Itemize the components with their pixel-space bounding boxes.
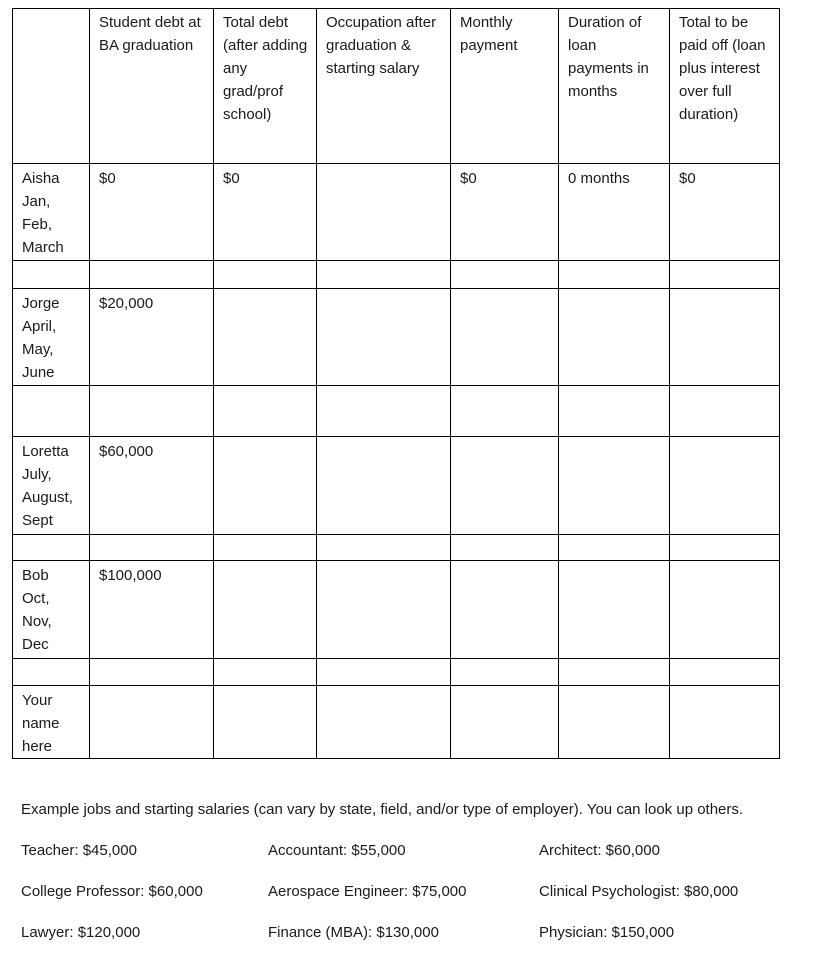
spacer-row <box>13 386 780 437</box>
spacer-cell <box>214 535 317 561</box>
monthly-payment-cell <box>451 561 559 659</box>
spacer-cell <box>90 261 214 289</box>
duration-cell <box>559 686 670 759</box>
spacer-cell <box>13 535 90 561</box>
student-row-jorge <box>13 289 780 386</box>
student-debt-cell: $0 <box>90 164 214 261</box>
spacer-cell <box>90 659 214 686</box>
total-debt-cell <box>214 289 317 386</box>
duration-cell <box>559 437 670 535</box>
monthly-payment-cell: $0 <box>451 164 559 261</box>
spacer-cell <box>317 535 451 561</box>
spacer-cell <box>451 535 559 561</box>
student-name-cell: Your name here <box>13 686 90 759</box>
job-salary-item: Architect: $60,000 <box>539 842 660 859</box>
job-salary-item: Clinical Psychologist: $80,000 <box>539 883 739 900</box>
student-debt-cell: $60,000 <box>90 437 214 535</box>
total-debt-cell: $0 <box>214 164 317 261</box>
spacer-cell <box>559 386 670 437</box>
spacer-cell <box>13 659 90 686</box>
spacer-cell <box>90 535 214 561</box>
header-row <box>13 9 780 164</box>
student-row-aisha <box>13 164 780 261</box>
header-monthly-payment: Monthly payment <box>451 9 559 164</box>
job-salary-item: Aerospace Engineer: $75,000 <box>268 883 467 900</box>
spacer-cell <box>670 386 780 437</box>
spacer-cell <box>451 659 559 686</box>
student-debt-cell: $100,000 <box>90 561 214 659</box>
spacer-cell <box>559 659 670 686</box>
total-debt-cell <box>214 561 317 659</box>
occupation-cell <box>317 561 451 659</box>
spacer-cell <box>214 386 317 437</box>
student-name-cell: Jorge April, May, June <box>13 289 90 386</box>
student-row-loretta <box>13 437 780 535</box>
job-salary-item: Physician: $150,000 <box>539 924 675 941</box>
total-paid-cell <box>670 561 780 659</box>
spacer-cell <box>317 386 451 437</box>
example-salaries-intro: Example jobs and starting salaries (can vary by state, field, and/or type of employer). You can look up others. <box>21 801 744 818</box>
spacer-cell <box>670 261 780 289</box>
spacer-cell <box>559 535 670 561</box>
spacer-cell <box>13 386 90 437</box>
duration-cell: 0 months <box>559 164 670 261</box>
student-debt-cell: $20,000 <box>90 289 214 386</box>
example-salaries-section <box>21 798 811 962</box>
spacer-row <box>13 659 780 686</box>
spacer-cell <box>451 386 559 437</box>
student-debt-cell <box>90 686 214 759</box>
occupation-cell <box>317 437 451 535</box>
duration-cell <box>559 561 670 659</box>
total-paid-cell: $0 <box>670 164 780 261</box>
total-debt-cell <box>214 686 317 759</box>
spacer-cell <box>317 659 451 686</box>
monthly-payment-cell <box>451 437 559 535</box>
duration-cell <box>559 289 670 386</box>
example-jobs-grid <box>21 839 811 962</box>
header-total-debt: Total debt (after adding any grad/prof school) <box>214 9 317 164</box>
spacer-row <box>13 535 780 561</box>
spacer-row <box>13 261 780 289</box>
monthly-payment-cell <box>451 289 559 386</box>
spacer-cell <box>214 659 317 686</box>
total-paid-cell <box>670 437 780 535</box>
total-debt-cell <box>214 437 317 535</box>
spacer-cell <box>670 535 780 561</box>
loan-worksheet-table <box>12 8 780 759</box>
student-name-cell: Loretta July, August, Sept <box>13 437 90 535</box>
job-salary-item: Lawyer: $120,000 <box>21 924 141 941</box>
spacer-cell <box>559 261 670 289</box>
header-occupation-salary: Occupation after graduation & starting salary <box>317 9 451 164</box>
job-salary-item: Accountant: $55,000 <box>268 842 406 859</box>
spacer-cell <box>317 261 451 289</box>
occupation-cell <box>317 686 451 759</box>
header-corner-cell <box>13 9 90 164</box>
student-row-your-name <box>13 686 780 759</box>
spacer-cell <box>90 386 214 437</box>
spacer-cell <box>670 659 780 686</box>
student-row-bob <box>13 561 780 659</box>
header-student-debt: Student debt at BA graduation <box>90 9 214 164</box>
job-salary-item: Teacher: $45,000 <box>21 842 137 859</box>
occupation-cell <box>317 289 451 386</box>
total-paid-cell <box>670 289 780 386</box>
header-loan-duration: Duration of loan payments in months <box>559 9 670 164</box>
student-name-cell: Bob Oct, Nov, Dec <box>13 561 90 659</box>
spacer-cell <box>13 261 90 289</box>
spacer-cell <box>214 261 317 289</box>
occupation-cell <box>317 164 451 261</box>
student-name-cell: Aisha Jan, Feb, March <box>13 164 90 261</box>
job-salary-item: College Professor: $60,000 <box>21 883 203 900</box>
monthly-payment-cell <box>451 686 559 759</box>
total-paid-cell <box>670 686 780 759</box>
header-total-paid: Total to be paid off (loan plus interest over full duration) <box>670 9 780 164</box>
spacer-cell <box>451 261 559 289</box>
job-salary-item: Finance (MBA): $130,000 <box>268 924 439 941</box>
